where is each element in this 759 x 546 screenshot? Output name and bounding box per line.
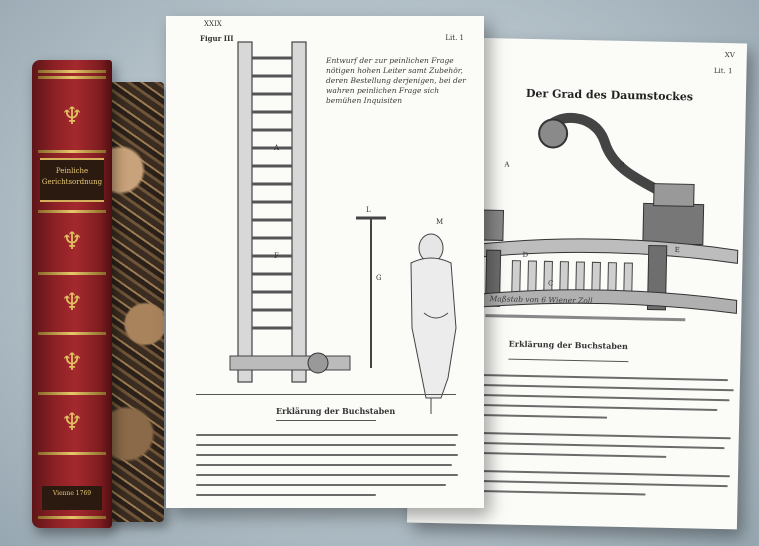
text-line [467, 414, 607, 419]
gilt-band [38, 272, 106, 275]
text-line [466, 490, 646, 496]
device-letter: A [504, 160, 510, 169]
gilt-band [38, 76, 106, 79]
device-letter: B [619, 160, 625, 169]
text-line [196, 494, 376, 496]
scale-note: Maßstab von 6 Wiener Zoll [489, 294, 593, 306]
plate-label: Lit. 1 [713, 66, 733, 76]
device-letter: D [522, 250, 529, 259]
lyre-ornament-icon: ♆ [61, 102, 83, 130]
device-letter: E [674, 246, 680, 255]
gilt-band [38, 516, 106, 519]
text-line [196, 434, 458, 436]
lyre-ornament-icon: ♆ [61, 288, 83, 316]
thumbscrew-illustration [471, 110, 745, 316]
ladder-letter: A [274, 144, 280, 152]
text-line [196, 484, 446, 486]
gilt-band [38, 150, 106, 153]
caption-heading: Erklärung der Buchstaben [276, 406, 396, 416]
text-line [468, 394, 730, 401]
gilt-band [38, 210, 106, 213]
text-line [468, 384, 734, 392]
spine-footer-label: Vienne 1769 [42, 486, 102, 510]
gilt-band [38, 332, 106, 335]
plate-label: Lit. 1 [445, 34, 464, 42]
text-line [466, 470, 730, 478]
caption-rule [276, 420, 376, 421]
text-line [196, 474, 458, 476]
text-line [467, 404, 717, 411]
figure-letter: F [274, 252, 279, 260]
figure-letter: G [376, 274, 382, 282]
text-line [466, 452, 666, 458]
figure-letter: M [436, 218, 444, 226]
spine-title-label: Peinliche Gerichtsordnung [40, 158, 104, 202]
lyre-ornament-icon: ♆ [61, 227, 83, 255]
book-spine [32, 60, 112, 528]
page-number: XXIX [204, 20, 222, 28]
page-number: XV [724, 51, 735, 60]
left-page [166, 16, 484, 508]
text-line [467, 432, 731, 440]
handwritten-note: Entwurf der zur peinlichen Frage nötigen hohen Leiter samt Zubehör, deren Bestellung derjenigen, bei der wahren peinlichen Frage sich bemühen Inquisiten [326, 56, 466, 105]
gilt-band [38, 70, 106, 73]
caption-rule [508, 359, 628, 363]
leather-bound-book [32, 60, 162, 528]
scale-bar [485, 314, 685, 321]
page-title: Der Grad des Daumstockes [525, 86, 694, 104]
lyre-ornament-icon: ♆ [61, 348, 83, 376]
gilt-band [38, 452, 106, 455]
device-letter: C [547, 279, 554, 288]
text-line [196, 454, 458, 456]
caption-heading: Erklärung der Buchstaben [508, 338, 628, 352]
figure-letter: L [366, 206, 371, 214]
text-line [468, 374, 728, 381]
text-line [196, 464, 452, 466]
text-line [196, 444, 456, 446]
caption-rule [196, 394, 456, 395]
text-line [467, 442, 725, 449]
gilt-band [38, 392, 106, 395]
text-line [466, 480, 728, 487]
figure-label: Figur III [200, 34, 234, 43]
lyre-ornament-icon: ♆ [61, 408, 83, 436]
ladder-illustration [226, 38, 476, 418]
